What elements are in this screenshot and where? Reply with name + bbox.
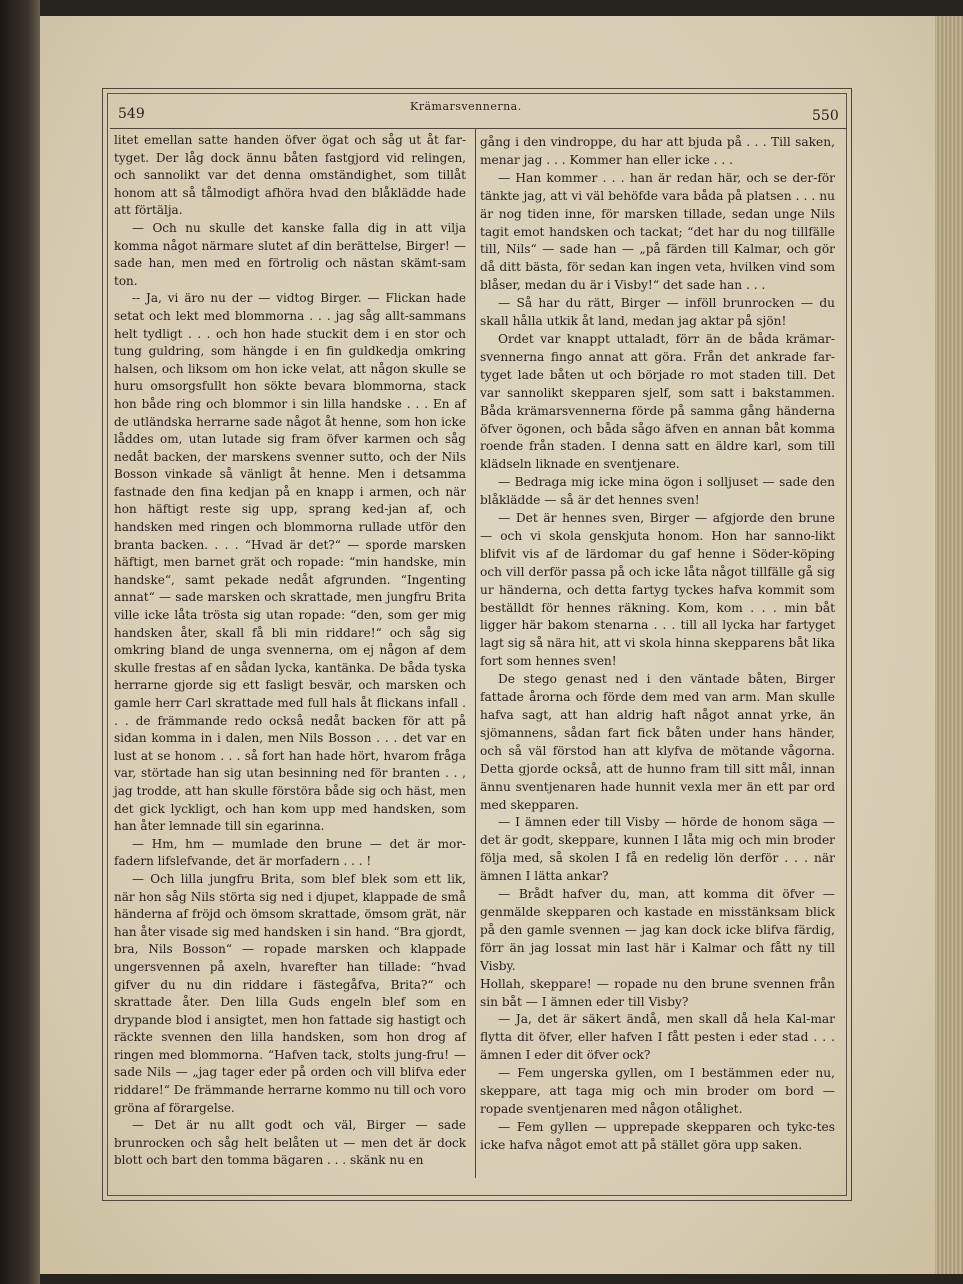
paragraph: Ordet var knappt uttaladt, förr än de båda krämar-svennerna fingo annat att göra. Från det ankrade far-tyget lade båten ut och började ro mot staden till. Det var sannolikt skepparen sjelf, som satt i bakstammen. Båda krämarsvennerna förde på samma gång händerna öfver ögonen, och båda sågo äfven en annan båt komma roende från staden. I denna satt en äldre karl, som till klädseln liknade en sventjenare. [480, 331, 835, 472]
paragraph: gång i den vindroppe, du har att bjuda på . . . Till saken, menar jag . . . Kommer han eller icke . . . [480, 135, 835, 167]
column-divider [475, 128, 476, 1178]
left-text-column [114, 132, 466, 1170]
paragraph: — Så har du rätt, Birger — inföll brunrocken — du skall hålla utkik åt land, medan jag aktar på sjön! [480, 296, 835, 329]
running-title: Krämarsvennerna. [410, 100, 522, 113]
paragraph: — Och lilla jungfru Brita, som blef blek som ett lik, när hon såg Nils störta sig ned i djupet, klappade de små händerna af fröjd och ömsom skrattade, ömsom grät, när han åter visade sig med handsken i sin hand. “Bra gjordt, bra, Nils Bosson“ — ropade marsken och klappade ungersvennen på axeln, hvarefter han tillade: “hvad gifver du nu din riddare i fästegåfva, Brita?“ och skrattade åter. Den lilla Guds engeln blef som en drypande blod i ansigtet, men hon fattade sig hastigt och räckte svennen den lilla handsken, som hon drog af ringen med blommorna. “Hafven tack, stolts jung-fru! — sade Nils — „jag tager eder på orden och vill blifva eder riddare!“ De främmande herrarne kommo nu till och voro gröna af förargelse. [114, 871, 466, 1115]
paragraph: — Hm, hm — mumlade den brune — det är mor-fadern lifslefvande, det är morfadern . . . ! [114, 836, 466, 869]
paragraph: — Brådt hafver du, man, att komma dit öfver — genmälde skepparen och kastade en misstänksam blick på den gamle svennen — jag kan dock icke blifva färdig, förr än jag lossat min last här i Kalmar och fått ny till Visby. [480, 887, 835, 973]
paragraph: — Ja, det är säkert ändå, men skall då hela Kal-mar flytta dit öfver, eller hafven I fått pesten i eder stad . . . ämnen I eder dit öfver ock? [480, 1012, 835, 1063]
paragraph: — Det är nu allt godt och väl, Birger — sade brunrocken och såg helt belåten ut — men det är dock blott och bart den tomma bägaren . . . skänk nu en [114, 1118, 466, 1168]
running-header [110, 100, 845, 128]
right-text-column [480, 134, 835, 1155]
paragraph: — Det är hennes sven, Birger — afgjorde den brune — och vi skola genskjuta honom. Hon har sanno-likt blifvit vis af de lärdomar du gaf henne i Söder-köping och vill derför passa på och icke låta något tillfälle gå sig ur händerna, och detta fartyg tyckes hafva kommit som beställdt för hennes räkning. Kom, kom . . . min båt ligger här bakom stenarna . . . till all lycka har fartyget lagt sig så nära hit, att vi skola hinna skepparens båt lika fort som hennes sven! [480, 511, 835, 669]
left-page-number: 549 [118, 106, 145, 122]
paragraph: — I ämnen eder till Visby — hörde de honom säga — det är godt, skeppare, kunnen I låta mig och min broder följa med, så skolen I få en redelig lön derför . . . när ämnen I lätta ankar? [480, 815, 835, 884]
book-binding-shadow [0, 0, 40, 1284]
header-rule [110, 128, 847, 129]
paragraph: — Han kommer . . . han är redan här, och se der-för tänkte jag, att vi väl behöfde vara båda på platsen . . . nu är nog tiden inne, för marsken tillade, sedan unge Nils tagit emot handsken och tackat; “det har du nog tillfälle till, Nils“ — sade han — „på färden till Kalmar, och gör då ditt bästa, för sedan kan ingen veta, hvilken vind som blåser, medan du är i Visby!“ det sade han . . . [480, 170, 835, 293]
paragraph: litet emellan satte handen öfver ögat och såg ut åt far-tyget. Der låg dock ännu båten fastgjord vid relingen, och sannolikt var det denna omständighet, som tillåt honom att så tålmodigt afhöra hvad den blåklädde hade att förtälja. [114, 133, 466, 218]
page-edges [935, 16, 963, 1274]
paragraph: -- Ja, vi äro nu der — vidtog Birger. — Flickan hade setat och lekt med blommorna . . . jag såg allt-sammans helt tydligt . . . och hon hade stuckit dem i en stor och tung guldring, som hängde i en fin guldkedja omkring halsen, och liksom om hon icke velat, att någon skulle se huru omsorgsfullt hon sökte bevara blommorna, stack hon både ring och blommor i sin lilla handske . . . En af de utländska herrarne sade något åt henne, som hon icke låddes om, utan lutade sig fram öfver karmen och såg nedåt backen, der marskens svenner sutto, och der Nils Bosson vinkade så vänligt åt henne. Men i detsamma fastnade den fina kedjan på en knapp i armen, och när hon häftigt reste sig upp, sprang ked-jan af, och handsken med ringen och blommorna rullade utför den branta backen. . . . “Hvad är det?“ — sporde marsken häftigt, men barnet grät och ropade: “min handske, min handske“, samt pekade nedåt afgrunden. “Ingenting annat“ — sade marsken och skrattade, men jungfru Brita ville icke låta trösta sig utan ropade: “den, som ger mig handsken åter, skall få bli min riddare!“ och såg sig omkring bland de unga svennerna, om ej någon af dem skulle frestas af en sådan lycka, kantänka. De båda tyska herrarne gjorde sig ett fasligt besvär, och marsken och gamle herr Carl skrattade med full hals åt flickans infall . . . de främmande redo också nedåt backen för att på sidan komma in i dalen, men Nils Bosson . . . det var en lust at se honom . . . så fort han hade hört, hvarom fråga var, störtade han sig utan besinning ned för branten . . , jag trodde, att han skulle förstöra både sig och häst, men det gick lyckligt, och han kom upp med handsken, som han åter lemnade till sin egarinna. [114, 291, 466, 834]
paragraph: — Fem ungerska gyllen, om I bestämmen eder nu, skeppare, att taga mig och min broder om bord — ropade sventjenaren med någon otålighet. [480, 1066, 835, 1116]
paragraph: — Bedraga mig icke mina ögon i solljuset — sade den blåklädde — så är det hennes sven! [480, 475, 835, 508]
paragraph: Hollah, skeppare! — ropade nu den brune svennen från sin båt — I ämnen eder till Visby? [480, 976, 835, 1009]
paragraph: — Och nu skulle det kanske falla dig in att vilja komma något närmare slutet af din berättelse, Birger! — sade han, men med en förtrolig och nästan skämt-sam ton. [114, 220, 466, 288]
right-page-number: 550 [812, 108, 839, 124]
paragraph: De stego genast ned i den väntade båten, Birger fattade årorna och förde dem med van arm. Man skulle hafva sagt, att han aldrig haft något annat yrke, än sjömannens, sådan fart fick båten under hans händer, och så väl förstod han att klyfva de mötande vågorna. Detta gjorde också, att de hunno fram till sitt mål, innan ännu sventjenaren hade hunnit vexla mer än ett par ord med skepparen. [480, 672, 835, 812]
paragraph: — Fem gyllen — upprepade skepparen och tykc-tes icke hafva något emot att på stället göra upp saken. [480, 1119, 835, 1152]
